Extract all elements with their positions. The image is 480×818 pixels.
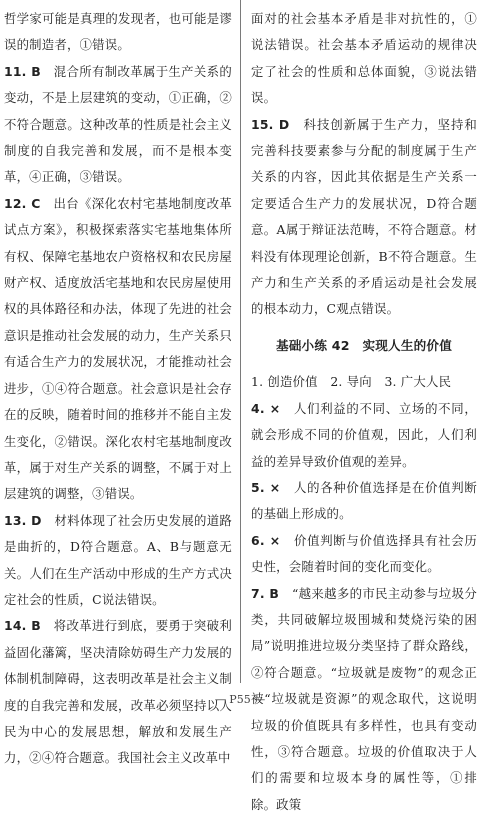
answer-12: 12. C 出台《深化农村宅基地制度改革试点方案》，积极探索落实宅基地集体所有权、保障宅基地农户资格权和农民房屋财产权、适度放活宅基地和农民房屋使用权的具体路径和办法，体现了先进的社会意识是推动社会发展的动力，生产关系只有适合生产力的发展状况，才能推动社会进步，①④符合题意。社会意识是社会存在的反映，随着时间的推移并不能自主发生变化，②错误。深化农村宅基地制度改革，属于对生产关系的调整，不属于对上层建筑的调整，③错误。 bbox=[4, 195, 232, 502]
answer-11: 11. B 混合所有制改革属于生产关系的变动，不是上层建筑的变动，①正确，②不符合题意。这种改革的性质是社会主义制度的自我完善和发展，而不是根本变革，④正确，③错误。 bbox=[4, 63, 232, 185]
answer-number: 6. × bbox=[251, 532, 281, 548]
answer-number: 4. × bbox=[251, 400, 281, 416]
answer-6: 6. × 价值判断与价值选择具有社会历史性，会随着时间的变化而变化。 bbox=[251, 532, 477, 575]
answer-number: 7. B bbox=[251, 585, 280, 601]
answer-14: 14. B 将改革进行到底，要勇于突破利益固化藩篱，坚决清除妨碍生产力发展的体制机制障碍，这表明改革是社会主义制度的自我完善和发展，改革必须坚持以人民为中心的发展思想，解放和发展生产力，②④符合题意。我国社会主义改革中 bbox=[4, 618, 232, 766]
column-divider bbox=[240, 0, 241, 683]
answer-number: 5. × bbox=[251, 479, 281, 495]
left-column bbox=[4, 6, 232, 772]
answer-5: 5. × 人的各种价值选择是在价值判断的基础上形成的。 bbox=[251, 479, 477, 522]
answer-13: 13. D 材料体现了社会历史发展的道路是曲折的，D符合题意。A、B与题意无关。人们在生产活动中形成的生产方式决定社会的性质，C说法错误。 bbox=[4, 512, 232, 607]
answer-number: 15. D bbox=[251, 116, 290, 132]
answer-number: 13. D bbox=[4, 512, 42, 528]
answer-7: 7. B “越来越多的市民主动参与垃圾分类，共同破解垃圾围城和焚烧污染的困局”说明推进垃圾分类坚持了群众路线，②符合题意。“垃圾就是废物”的观念正被“垃圾就是资源”的观念取代，这说明垃圾的价值既具有多样性，也具有变动性，③符合题意。垃圾的价值取决于人们的需要和垃圾本身的属性等，①排除。政策 bbox=[251, 585, 477, 812]
answer-paragraph-continued: 哲学家可能是真理的发现者，也可能是谬误的制造者，①错误。 bbox=[4, 11, 232, 53]
answer-number: 14. B bbox=[4, 618, 41, 634]
answer-4: 4. × 人们利益的不同、立场的不同，就会形成不同的价值观，因此，人们利益的差异导致价值观的差异。 bbox=[251, 400, 477, 469]
answer-1-3: 1. 创造价值 2. 导向 3. 广大人民 bbox=[251, 374, 452, 390]
answer-number: 11. B bbox=[4, 63, 41, 79]
answer-number: 12. C bbox=[4, 195, 41, 211]
section-heading: 基础小练 42 实现人生的价值 bbox=[275, 337, 453, 353]
answer-15: 15. D 科技创新属于生产力，坚持和完善科技要素参与分配的制度属于生产关系的内容，因此其依据是生产关系一定要适合生产力的发展状况，D符合题意。A属于辩证法范畴，不符合题意。材料没有体现理论创新，B不符合题意。生产力和生产关系的矛盾运动是社会发展的根本动力，C观点错误。 bbox=[251, 116, 477, 317]
answer-paragraph-continued: 面对的社会基本矛盾是非对抗性的，①说法错误。社会基本矛盾运动的规律决定了社会的性质和总体面貌，③说法错误。 bbox=[251, 11, 477, 106]
page-number: — P55 — bbox=[214, 693, 266, 706]
